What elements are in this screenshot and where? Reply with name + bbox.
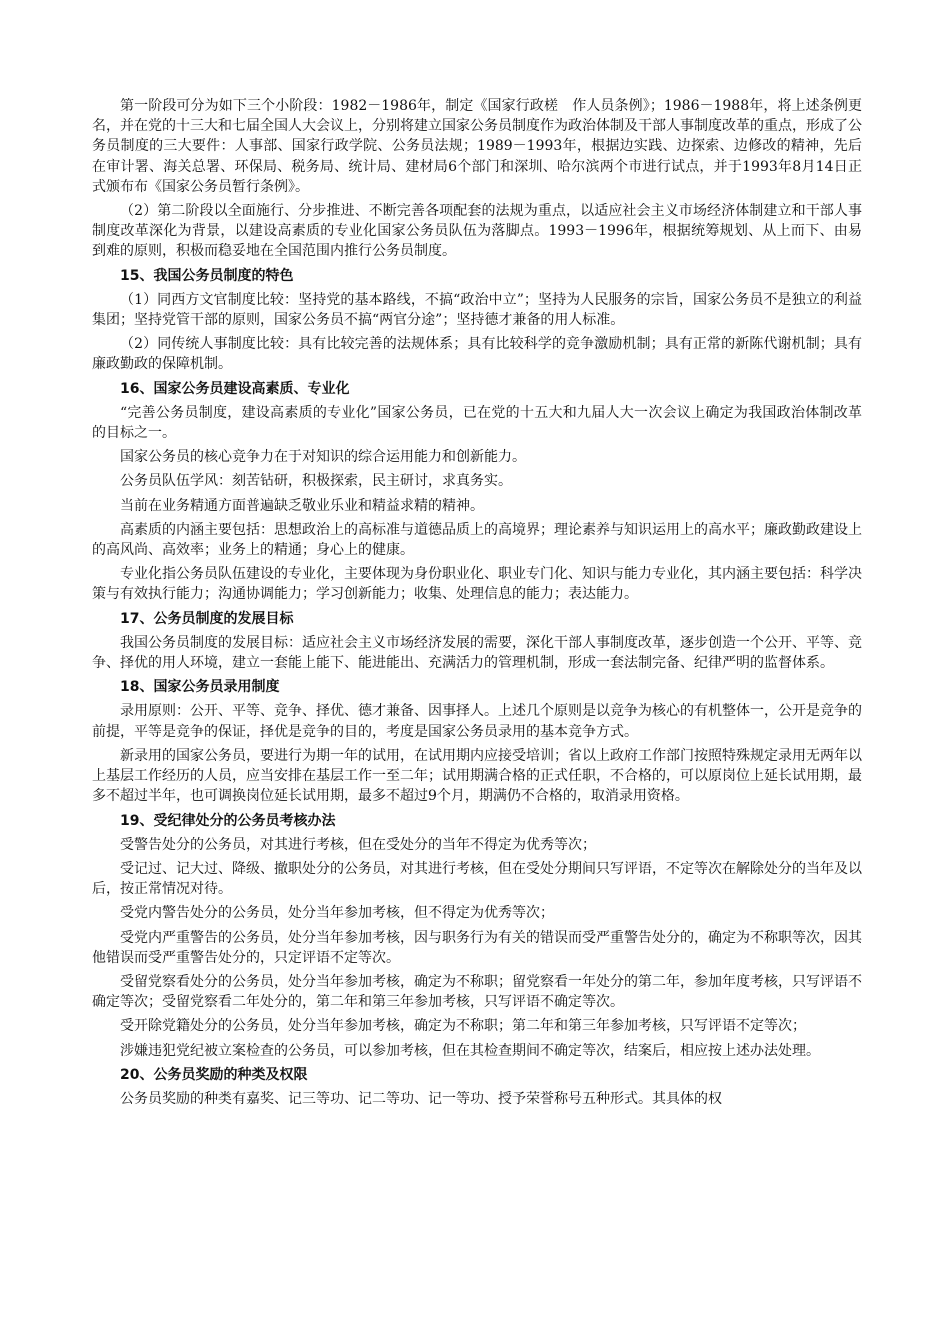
feature-2-paragraph: （2）同传统人事制度比较：具有比较完善的法规体系；具有比较科学的竞争激励机制；具有正常的新陈代谢机制；具有廉政勤政的保障机制。 [92, 336, 862, 373]
heading-19: 19、受纪律处分的公务员考核办法 [120, 812, 336, 829]
development-goal-paragraph: 我国公务员制度的发展目标：适应社会主义市场经济发展的需要，深化干部人事制度改革，逐步创造一个公开、平等、竞争、择优的用人环境，建立一套能上能下、能进能出、充满活力的管理机制，形成一套法制完备、纪律严明的监督体系。 [92, 634, 862, 672]
probation-paragraph: 新录用的国家公务员，要进行为期一年的试用，在试用期内应接受培训；省以上政府工作部门按照特殊规定录用无两年以上基层工作经历的人员，应当安排在基层工作一至二年；试用期满合格的正式任职，不合格的，可以原岗位上延长试用期，最多不超过半年，也可调换岗位延长试用期，最多不超过9个月，期满仍不合格的，取消录用资格。 [92, 747, 862, 805]
heading-18: 18、国家公务员录用制度 [120, 679, 280, 696]
core-competence-paragraph: 国家公务员的核心竞争力在于对知识的综合运用能力和创新能力。 [120, 449, 526, 466]
quality-goal-paragraph: “完善公务员制度，建设高素质的专业化”国家公务员，已在党的十五大和九届人大一次会议上确定为我国政治体制改革的目标之一。 [92, 404, 862, 442]
warning-paragraph: 受警告处分的公务员，对其进行考核，但在受处分的当年不得定为优秀等次； [120, 836, 596, 853]
recruitment-principles-paragraph: 录用原则：公开、平等、竞争、择优、德才兼备、因事择人。上述几个原则是以竞争为核心的有机整体一，公开是竞争的前提，平等是竞争的保证，择优是竞争的目的，考度是国家公务员录用的基本竞争方式。 [92, 703, 862, 740]
stage-one-paragraph: 第一阶段可分为如下三个小阶段：1982－1986年，制定《国家行政槎 作人员条例》；1986－1988年，将上述条例更名，并在党的十三大和七届全国人大会议上，分别将建立国家公务员制度作为政治体制及干部人事制度改革的重点，形成了公务员制度的三大要件：人事部、国家行政学院、公务员法规；1989－1993年，根据边实践、边探索、边修改的精神，先后在审计署、海关总署、环保局、税务局、统计局、建材局6个部门和深圳、哈尔滨两个市进行试点，并于1993年8月14日正式颁布布《国家公务员暂行条例》。 [92, 98, 862, 195]
spirit-paragraph: 当前在业务精通方面普遍缺乏敬业乐业和精益求精的精神。 [120, 497, 484, 514]
heading-17: 17、公务员制度的发展目标 [120, 610, 294, 627]
stage-two-paragraph: （2）第二阶段以全面施行、分步推进、不断完善各项配套的法规为重点，以适应社会主义市场经济体制建立和干部人事制度改革深化为背景，以建设高素质的专业化国家公务员队伍为落脚点。1993－1996年，根据统筹规划、从上而下、由易到难的原则，积极而稳妥地在全国范围内推行公务员制度。 [92, 203, 862, 260]
heading-20: 20、公务员奖励的种类及权限 [120, 1066, 308, 1083]
document-body [92, 96, 862, 1113]
demerit-paragraph: 受记过、记大过、降级、撤职处分的公务员，对其进行考核，但在受处分期间只写评语，不定等次在解除处分的当年及以后，按正常情况对待。 [92, 860, 862, 898]
investigation-paragraph: 涉嫌违犯党纪被立案检查的公务员，可以参加考核，但在其检查期间不确定等次，结案后，相应按上述办法处理。 [120, 1042, 820, 1059]
feature-1-paragraph: （1）同西方文官制度比较：坚持党的基本路线，不搞“政治中立”；坚持为人民服务的宗旨，国家公务员不是独立的利益集团；坚持党管干部的原则，国家公务员不搞“两官分途”；坚持德才兼备的用人标准。 [92, 291, 862, 329]
party-serious-warning-paragraph: 受党内严重警告的公务员，处分当年参加考核，因与职务行为有关的错误而受严重警告处分的，确定为不称职等次，因其他错误而受严重警告处分的，只定评语不定等次。 [92, 929, 862, 966]
party-warning-paragraph: 受党内警告处分的公务员，处分当年参加考核，但不得定为优秀等次； [120, 905, 554, 922]
heading-16: 16、国家公务员建设高素质、专业化 [120, 380, 350, 397]
reward-types-paragraph: 公务员奖励的种类有嘉奖、记三等功、记二等功、记一等功、授予荣誉称号五种形式。其具体的权 [120, 1090, 722, 1107]
expulsion-paragraph: 受开除党籍处分的公务员，处分当年参加考核，确定为不称职；第二年和第三年参加考核，只写评语不定等次； [120, 1018, 806, 1035]
party-probation-paragraph: 受留党察看处分的公务员，处分当年参加考核，确定为不称职；留党察看一年处分的第二年，参加年度考核，只写评语不确定等次；受留党察看二年处分的，第二年和第三年参加考核，只写评语不确定等次。 [92, 973, 862, 1011]
professional-paragraph: 专业化指公务员队伍建设的专业化，主要体现为身份职业化、职业专门化、知识与能力专业化，其内涵主要包括：科学决策与有效执行能力；沟通协调能力；学习创新能力；收集、处理信息的能力；表达能力。 [92, 566, 862, 603]
heading-15: 15、我国公务员制度的特色 [120, 267, 294, 284]
high-quality-paragraph: 高素质的内涵主要包括：思想政治上的高标准与道德品质上的高境界；理论素养与知识运用上的高水平；廉政勤政建设上的高风尚、高效率；业务上的精通；身心上的健康。 [92, 521, 862, 559]
study-style-paragraph: 公务员队伍学风：刻苦钻研，积极探索，民主研讨，求真务实。 [120, 473, 512, 490]
